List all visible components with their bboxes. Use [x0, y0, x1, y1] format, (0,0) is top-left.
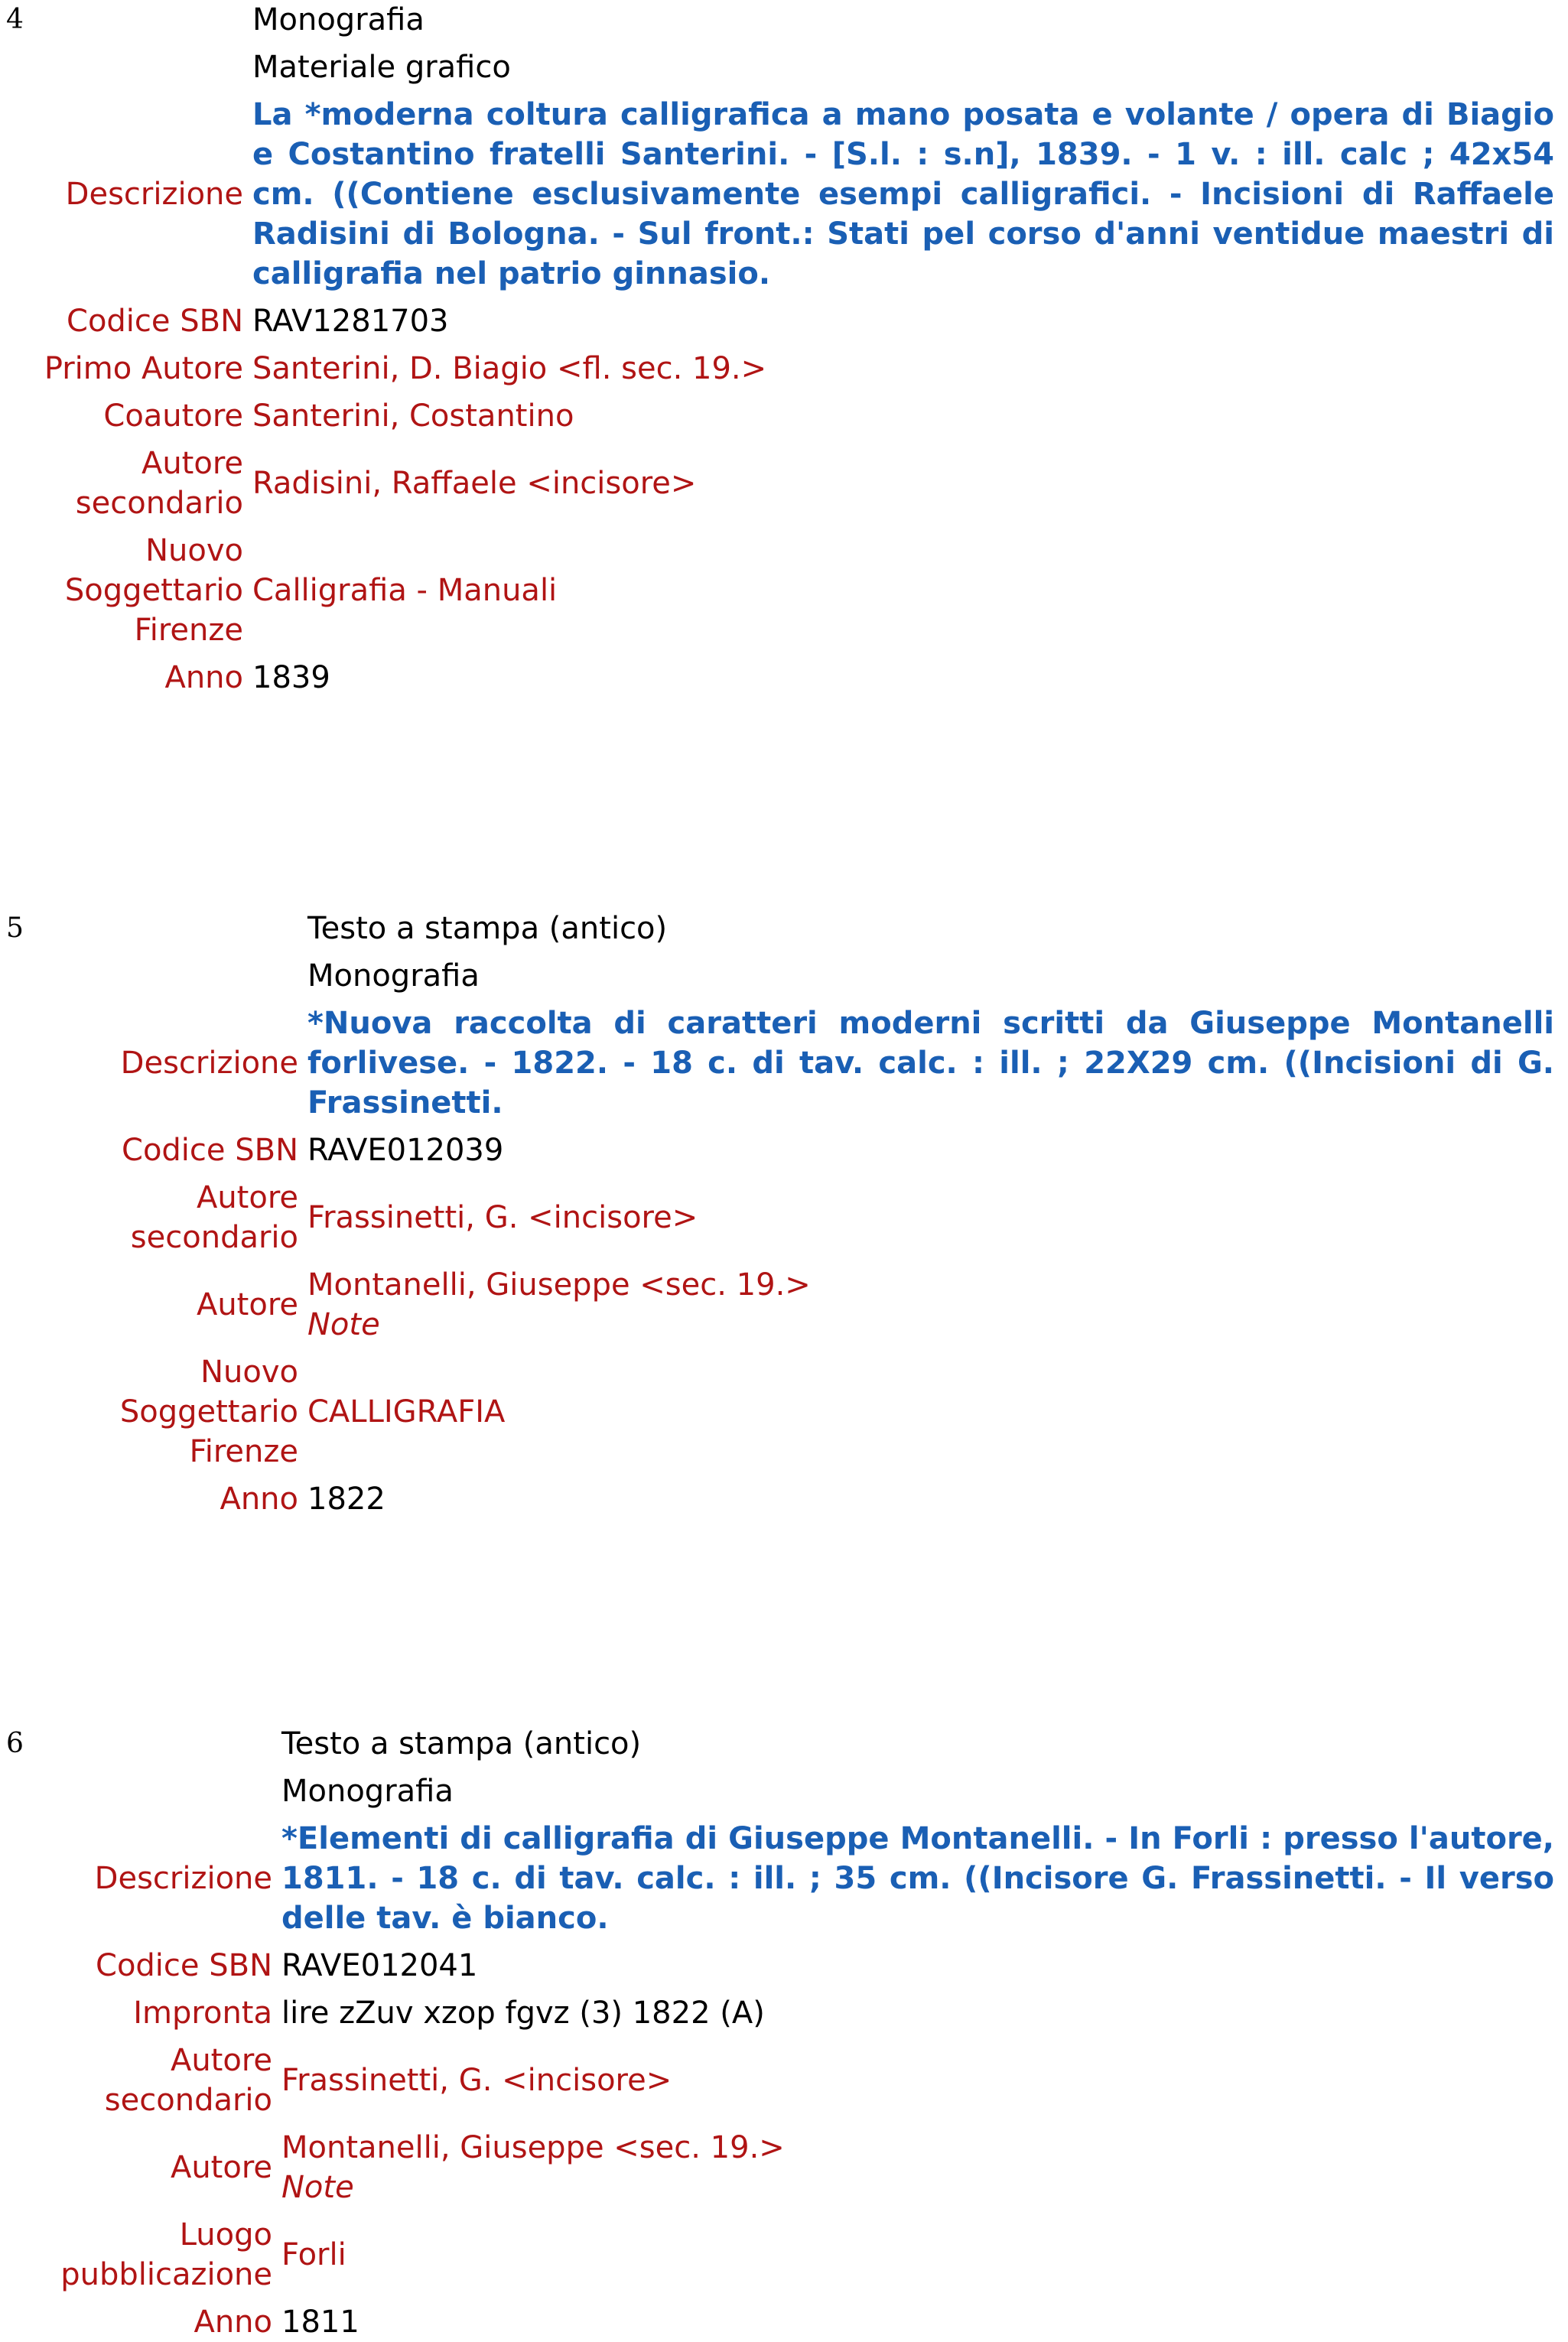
label-line: Autore [196, 1180, 298, 1215]
record-subtype-row [0, 1771, 1568, 1811]
label-line: Autore [141, 446, 243, 481]
autore-secondario-link[interactable]: Frassinetti, G. <incisore> [307, 1200, 698, 1235]
primo-autore-label: Primo Autore [44, 351, 243, 386]
record-number: 5 [6, 912, 24, 944]
anno-value: 1811 [281, 2305, 359, 2340]
autore-row [0, 2128, 1568, 2207]
anno-row [0, 658, 1568, 698]
record-type-row [0, 0, 1568, 40]
record-subtype: Monografia [281, 1774, 454, 1809]
impronta-label: Impronta [133, 1996, 272, 2031]
record-type: Monografia [252, 2, 425, 37]
codice-sbn-row [0, 1130, 1568, 1170]
autore-value [307, 1265, 1568, 1345]
soggettario-link[interactable]: CALLIGRAFIA [307, 1394, 506, 1430]
coautore-label: Coautore [103, 398, 243, 434]
label-line: Firenze [189, 1434, 298, 1469]
codice-sbn-label: Codice SBN [67, 304, 243, 339]
autore-label: Autore [170, 2150, 272, 2185]
anno-label: Anno [164, 660, 243, 695]
label-line: secondario [104, 2083, 272, 2118]
descrizione-link[interactable]: La *moderna coltura calligrafica a mano posata e volante / opera di Biagio e Costantino fratelli Santerini. - [S.l. : s.n], 1839. - 1 v. : ill. calc ; 42x54 cm. ((Contiene esclusivamente esempi calligrafici. - Incisioni di Raffaele Radisini di Bologna. - Sul front.: Stati pel corso d'anni ventidue maestri di calligrafia nel patrio ginnasio. [252, 97, 1554, 291]
luogo-pubblicazione-row [0, 2215, 1568, 2295]
codice-sbn-label: Codice SBN [122, 1133, 298, 1168]
label-line: Nuovo [200, 1355, 298, 1390]
label-line: Firenze [134, 613, 243, 648]
autore-secondario-label [0, 1178, 307, 1257]
autore-secondario-row [0, 444, 1568, 523]
descrizione-link[interactable]: *Elementi di calligrafia di Giuseppe Montanelli. - In Forli : presso l'autore, 1811. - 18 c. di tav. calc. : ill. ; 35 cm. ((Incisore G. Frassinetti. - Il verso delle tav. è bianco. [281, 1821, 1554, 1936]
autore-link[interactable]: Montanelli, Giuseppe <sec. 19.> [281, 2130, 785, 2165]
label-line: Nuovo [145, 533, 243, 568]
record-type-row [0, 1724, 1568, 1764]
note-link[interactable]: Note [307, 1307, 380, 1342]
impronta-row [0, 1993, 1568, 2033]
record-type: Testo a stampa (antico) [307, 911, 668, 946]
soggettario-row [0, 531, 1568, 650]
descrizione-label: Descrizione [120, 1046, 298, 1081]
autore-secondario-row [0, 1178, 1568, 1257]
record-type: Testo a stampa (antico) [281, 1726, 642, 1761]
anno-row [0, 1479, 1568, 1519]
label-line: Soggettario [119, 1394, 298, 1430]
record-subtype: Monografia [307, 958, 480, 994]
record-number: 4 [6, 4, 24, 35]
record-subtype: Materiale grafico [252, 50, 511, 85]
anno-row [0, 2302, 1568, 2342]
soggettario-row [0, 1352, 1568, 1472]
anno-value: 1822 [307, 1482, 385, 1517]
luogo-pubblicazione-label [0, 2215, 281, 2295]
soggettario-link[interactable]: Calligrafia - Manuali [252, 573, 558, 608]
codice-sbn-value: RAV1281703 [252, 304, 449, 339]
primo-autore-row [0, 349, 1568, 389]
label-line: secondario [75, 486, 243, 521]
label-line: Soggettario [64, 573, 243, 608]
codice-sbn-value: RAVE012041 [281, 1948, 478, 1983]
autore-link[interactable]: Montanelli, Giuseppe <sec. 19.> [307, 1267, 811, 1303]
autore-value [281, 2128, 1568, 2207]
label-line: pubblicazione [60, 2257, 272, 2292]
anno-label: Anno [220, 1482, 298, 1517]
record-type-row [0, 909, 1568, 948]
coautore-row [0, 396, 1568, 436]
soggettario-label [0, 531, 252, 650]
note-link[interactable]: Note [281, 2170, 354, 2205]
anno-value: 1839 [252, 660, 330, 695]
autore-row [0, 1265, 1568, 1345]
primo-autore-link[interactable]: Santerini, D. Biagio <fl. sec. 19.> [252, 351, 767, 386]
descrizione-row [0, 1003, 1568, 1123]
autore-secondario-label [0, 2041, 281, 2120]
descrizione-row [0, 1819, 1568, 1938]
codice-sbn-row [0, 301, 1568, 341]
soggettario-label [0, 1352, 307, 1472]
impronta-value: lire zZuv xzop fgvz (3) 1822 (A) [281, 1996, 765, 2031]
record-number: 6 [6, 1728, 24, 1759]
label-line: secondario [130, 1220, 298, 1255]
descrizione-label: Descrizione [65, 177, 243, 212]
record-subtype-row [0, 47, 1568, 87]
autore-label: Autore [196, 1287, 298, 1322]
descrizione-link[interactable]: *Nuova raccolta di caratteri moderni scritti da Giuseppe Montanelli forlivese. - 1822. - 18 c. di tav. calc. : ill. ; 22X29 cm. ((Incisioni di G. Frassinetti. [307, 1006, 1554, 1121]
luogo-pubblicazione-link[interactable]: Forli [281, 2237, 346, 2272]
codice-sbn-row [0, 1946, 1568, 1986]
record-subtype-row [0, 956, 1568, 996]
codice-sbn-label: Codice SBN [96, 1948, 272, 1983]
autore-secondario-link[interactable]: Radisini, Raffaele <incisore> [252, 466, 697, 501]
descrizione-row [0, 95, 1568, 294]
label-line: Autore [170, 2043, 272, 2078]
codice-sbn-value: RAVE012039 [307, 1133, 504, 1168]
descrizione-label: Descrizione [94, 1861, 272, 1896]
label-line: Luogo [179, 2217, 272, 2253]
autore-secondario-row [0, 2041, 1568, 2120]
autore-secondario-link[interactable]: Frassinetti, G. <incisore> [281, 2063, 672, 2098]
autore-secondario-label [0, 444, 252, 523]
coautore-link[interactable]: Santerini, Costantino [252, 398, 574, 434]
anno-label: Anno [194, 2305, 272, 2340]
